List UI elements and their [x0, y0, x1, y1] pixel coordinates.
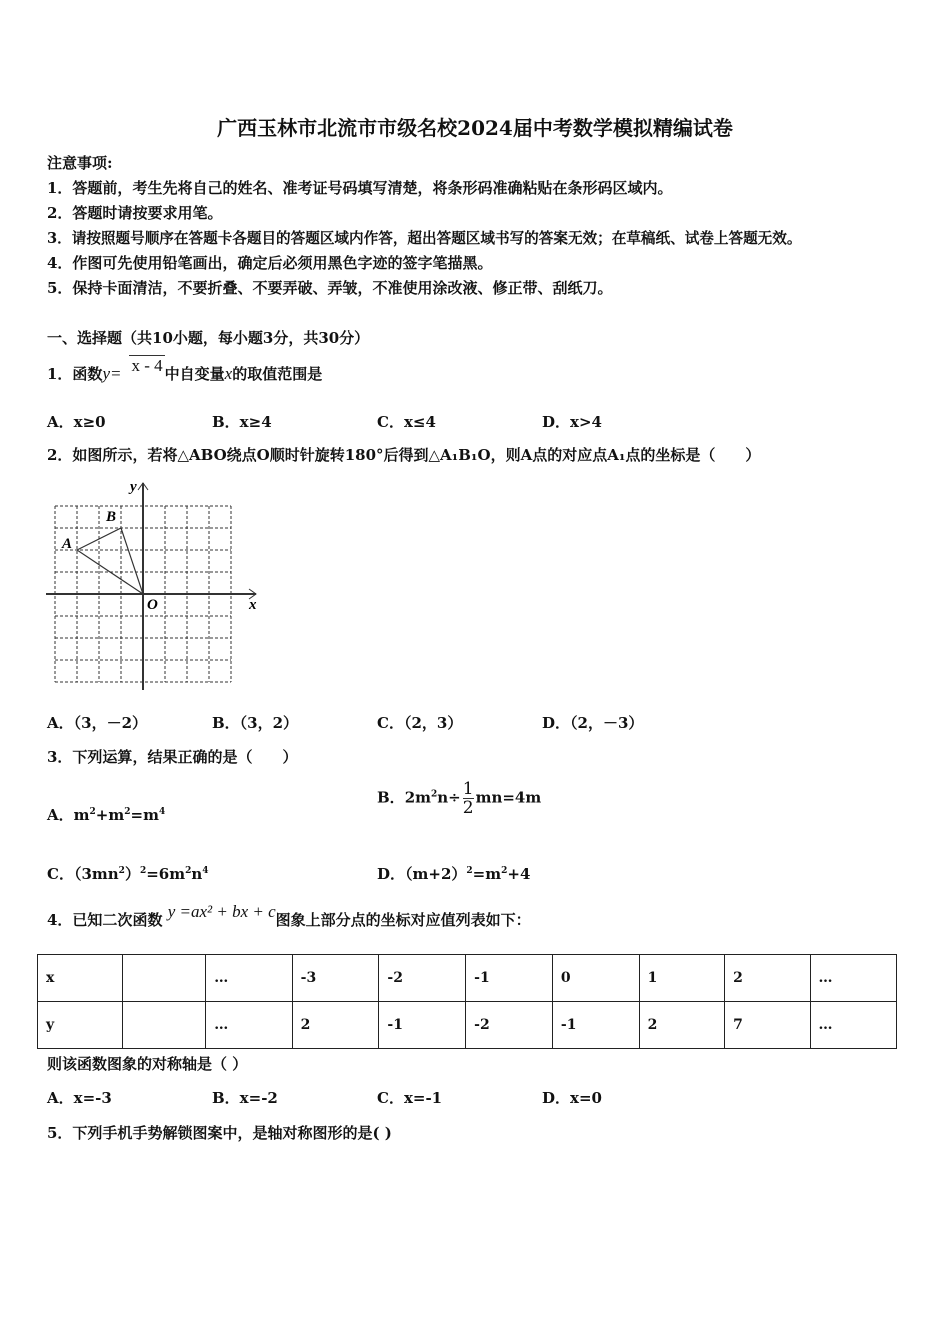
q2-option-d: D．（2，－3） — [542, 714, 644, 732]
question-3: 3．下列运算，结果正确的是（ ） — [47, 748, 298, 766]
table-cell: x — [38, 955, 123, 1002]
q4-option-a: A．x=-3 — [47, 1089, 112, 1107]
table-cell: 2 — [292, 1002, 379, 1049]
denominator: 2 — [462, 798, 474, 818]
table-cell: -1 — [379, 1002, 466, 1049]
question-2: 2．如图所示，若将△ABO绕点O顺时针旋转180°后得到△A₁B₁O，则A点的对应点A₁点的坐标是（ ） — [47, 446, 761, 464]
x-label: x — [249, 597, 257, 613]
q2-option-c: C．（2，3） — [377, 714, 463, 732]
table-cell: -1 — [466, 955, 553, 1002]
y-label: y — [130, 479, 137, 495]
q1-var: x — [224, 364, 233, 383]
table-row — [38, 1002, 897, 1049]
q4-option-b: B．x=-2 — [212, 1089, 278, 1107]
question-5: 5．下列手机手势解锁图案中，是轴对称图形的是( ) — [47, 1124, 392, 1142]
q1-option-b: B．x≥4 — [212, 413, 272, 431]
fraction — [463, 780, 474, 817]
q2-option-b: B．（3，2） — [212, 714, 299, 732]
option-label: A． — [47, 806, 74, 824]
table-cell: 2 — [725, 955, 810, 1002]
table-cell — [123, 955, 206, 1002]
q1-option-c: C．x≤4 — [377, 413, 436, 431]
notice-item: 3．请按照题号顺序在答题卡各题目的答题区域内作答，超出答题区域书写的答案无效；在草稿纸、试卷上答题无效。 — [47, 230, 802, 247]
q4-option-d: D．x=0 — [542, 1089, 602, 1107]
table-cell: … — [810, 1002, 897, 1049]
table-cell: … — [206, 1002, 292, 1049]
q4-followup: 则该函数图象的对称轴是（ ） — [47, 1055, 248, 1073]
table-cell: 2 — [639, 1002, 724, 1049]
table-cell: 0 — [552, 955, 639, 1002]
q2-option-a: A．（3，－2） — [47, 714, 148, 732]
q1-radical: x - 4 — [131, 356, 163, 375]
notice-item: 2．答题时请按要求用笔。 — [47, 204, 223, 222]
q1-text: 1．函数 — [47, 365, 103, 383]
option-label: C． — [47, 865, 74, 883]
table-cell: -1 — [552, 1002, 639, 1049]
q3-option-c: C．$(3mn^2)^2=6m^2n^4$ — [47, 865, 209, 883]
q1-text2: 中自变量 — [164, 365, 225, 383]
notice-item: 4．作图可先使用铅笔画出，确定后必须用黑色字迹的签字笔描黑。 — [47, 254, 493, 272]
q3-option-b: B．$2m^2n\div$ $\frac{1}{2}$ mn=4m — [377, 779, 542, 818]
q4-formula: y =ax² + bx + c — [167, 902, 276, 921]
table-cell: y — [38, 1002, 123, 1049]
q4-option-c: C．x=-1 — [377, 1089, 443, 1107]
option-label: D． — [377, 865, 406, 883]
table-row — [38, 955, 897, 1002]
table-cell: -2 — [379, 955, 466, 1002]
value-table — [37, 954, 897, 1049]
b-label: B — [106, 509, 117, 525]
q1-option-a: A．x≥0 — [47, 413, 106, 431]
table-cell: 7 — [725, 1002, 810, 1049]
notice-item: 1．答题前，考生先将自己的姓名、准考证号码填写清楚，将条形码准确粘贴在条形码区域内。 — [47, 179, 673, 197]
table-cell: … — [206, 955, 292, 1002]
q3-option-d: D．$(m+2)^2=m^2+4$ — [377, 865, 531, 883]
numerator: 1 — [462, 779, 474, 799]
q4-text: 4．已知二次函数 — [47, 911, 163, 929]
notice-heading: 注意事项: — [47, 154, 113, 172]
option-label: B． — [377, 788, 405, 807]
q1-option-d: D．x>4 — [542, 413, 602, 431]
q1-text3: 的取值范围是 — [232, 365, 323, 383]
table-cell: … — [810, 955, 897, 1002]
o-label: O — [147, 597, 158, 613]
q3-option-a: A．$m^2+m^2=m^4$ — [47, 806, 166, 824]
q1-y: y= — [102, 364, 122, 383]
notice-item: 5．保持卡面清洁，不要折叠、不要弄破、弄皱，不准使用涂改液、修正带、刮纸刀。 — [47, 279, 613, 297]
section-heading: 一、选择题（共10小题，每小题3分，共30分） — [47, 329, 370, 347]
a-label: A — [62, 536, 73, 552]
page-title: 广西玉林市北流市市级名校2024届中考数学模拟精编试卷 — [217, 116, 733, 140]
table-cell: 1 — [639, 955, 724, 1002]
triangle-abo — [77, 528, 143, 594]
table-cell — [123, 1002, 206, 1049]
q4-text2: 图象上部分点的坐标对应值列表如下： — [275, 911, 531, 929]
question-4 — [47, 902, 531, 930]
coordinate-figure — [44, 475, 264, 695]
table-cell: -2 — [466, 1002, 553, 1049]
table-cell: -3 — [292, 955, 379, 1002]
question-1 — [47, 356, 323, 384]
